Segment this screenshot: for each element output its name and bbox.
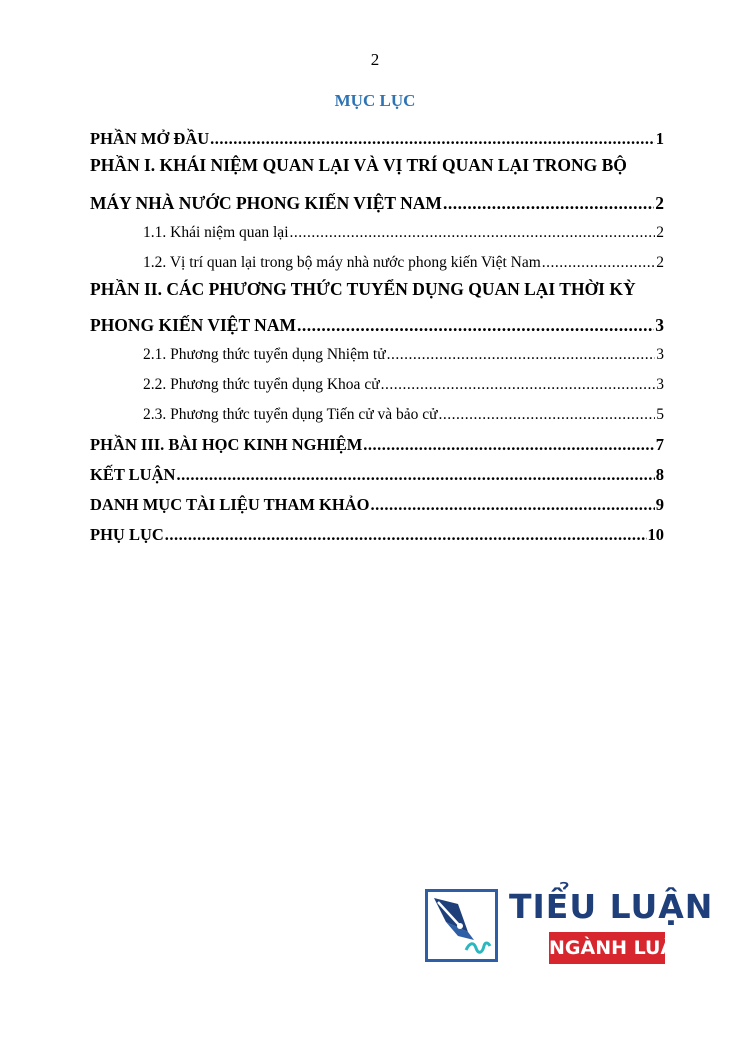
leader-dots xyxy=(297,314,654,336)
page-number: 2 xyxy=(370,50,380,69)
toc-entry-label: 2.2. Phương thức tuyển dụng Khoa cử xyxy=(143,376,380,393)
toc-entry-2-3[interactable] xyxy=(90,396,664,426)
toc-entry-2-2[interactable] xyxy=(90,366,664,396)
toc-entry-page: 2 xyxy=(655,193,664,213)
toc-entry-page: 7 xyxy=(655,435,664,454)
toc-entry-label: 2.3. Phương thức tuyển dụng Tiến cử và bảo cử xyxy=(143,406,438,423)
leader-dots xyxy=(290,222,656,244)
toc-entry-page: 2 xyxy=(656,224,664,241)
toc-entry-2-1[interactable] xyxy=(90,336,664,366)
toc-entry-page: 2 xyxy=(656,254,664,271)
leader-dots xyxy=(370,494,654,516)
toc-entry-label: KẾT LUẬN xyxy=(90,465,176,484)
toc-entry-label-line1-text: PHẦN I. KHÁI NIỆM QUAN LẠI VÀ VỊ TRÍ QUAN LẠI TRONG BỘ xyxy=(90,155,627,175)
leader-dots xyxy=(176,464,654,486)
toc-entry-page: 5 xyxy=(656,406,664,423)
toc-entry-page: 3 xyxy=(656,346,664,363)
toc-entry-phan-1[interactable] xyxy=(90,150,664,214)
toc-title: MỤC LỤC xyxy=(334,91,416,110)
logo-text-line2: NGÀNH LUẬT xyxy=(549,932,665,964)
toc-entry-label-line1-text: PHẦN II. CÁC PHƯƠNG THỨC TUYỂN DỤNG QUAN LẠI THỜI KỲ xyxy=(90,279,636,299)
brand-logo xyxy=(425,887,714,965)
toc-entry-ket-luan[interactable] xyxy=(90,456,664,486)
toc-entry-label: PHẦN III. BÀI HỌC KINH NGHIỆM xyxy=(90,435,363,454)
toc-entry-page: 9 xyxy=(655,495,664,514)
table-of-contents xyxy=(90,120,664,546)
toc-entry-label: DANH MỤC TÀI LIỆU THAM KHẢO xyxy=(90,495,370,514)
toc-entry-1-2[interactable] xyxy=(90,244,664,274)
toc-entry-label-line2: PHONG KIẾN VIỆT NAM xyxy=(90,315,296,335)
toc-entry-label-line1 xyxy=(90,150,664,180)
toc-entry-page: 8 xyxy=(655,465,664,484)
toc-entry-label-line2: MÁY NHÀ NƯỚC PHONG KIẾN VIỆT NAM xyxy=(90,193,442,213)
toc-entry-page: 3 xyxy=(656,376,664,393)
toc-entry-label: 2.1. Phương thức tuyển dụng Nhiệm tử xyxy=(143,346,386,363)
toc-entry-label-line1 xyxy=(90,274,664,304)
toc-entry-label: 1.2. Vị trí quan lại trong bộ máy nhà nước phong kiến Việt Nam xyxy=(143,254,541,271)
leader-dots xyxy=(439,404,656,426)
toc-entry-label: PHẦN MỞ ĐẦU xyxy=(90,129,210,148)
toc-entry-label: 1.1. Khái niệm quan lại xyxy=(143,224,289,241)
toc-entry-phan-3[interactable] xyxy=(90,426,664,456)
leader-dots xyxy=(363,434,654,456)
logo-text-line1: TIỂU LUẬN xyxy=(509,887,714,926)
leader-dots xyxy=(542,252,655,274)
leader-dots xyxy=(387,344,656,366)
leader-dots xyxy=(165,524,647,546)
toc-entry-phu-luc[interactable] xyxy=(90,516,664,546)
leader-dots xyxy=(381,374,656,396)
toc-entry-page: 3 xyxy=(655,315,664,335)
toc-entry-1-1[interactable] xyxy=(90,214,664,244)
pen-nib-icon xyxy=(425,889,498,962)
leader-dots xyxy=(210,128,655,150)
toc-entry-tai-lieu[interactable] xyxy=(90,486,664,516)
toc-entry-page: 1 xyxy=(655,129,664,148)
toc-entry-phan-mo-dau[interactable] xyxy=(90,120,664,150)
leader-dots xyxy=(443,192,654,214)
toc-entry-phan-2[interactable] xyxy=(90,274,664,336)
toc-entry-page: 10 xyxy=(647,525,664,544)
toc-entry-label: PHỤ LỤC xyxy=(90,525,164,544)
